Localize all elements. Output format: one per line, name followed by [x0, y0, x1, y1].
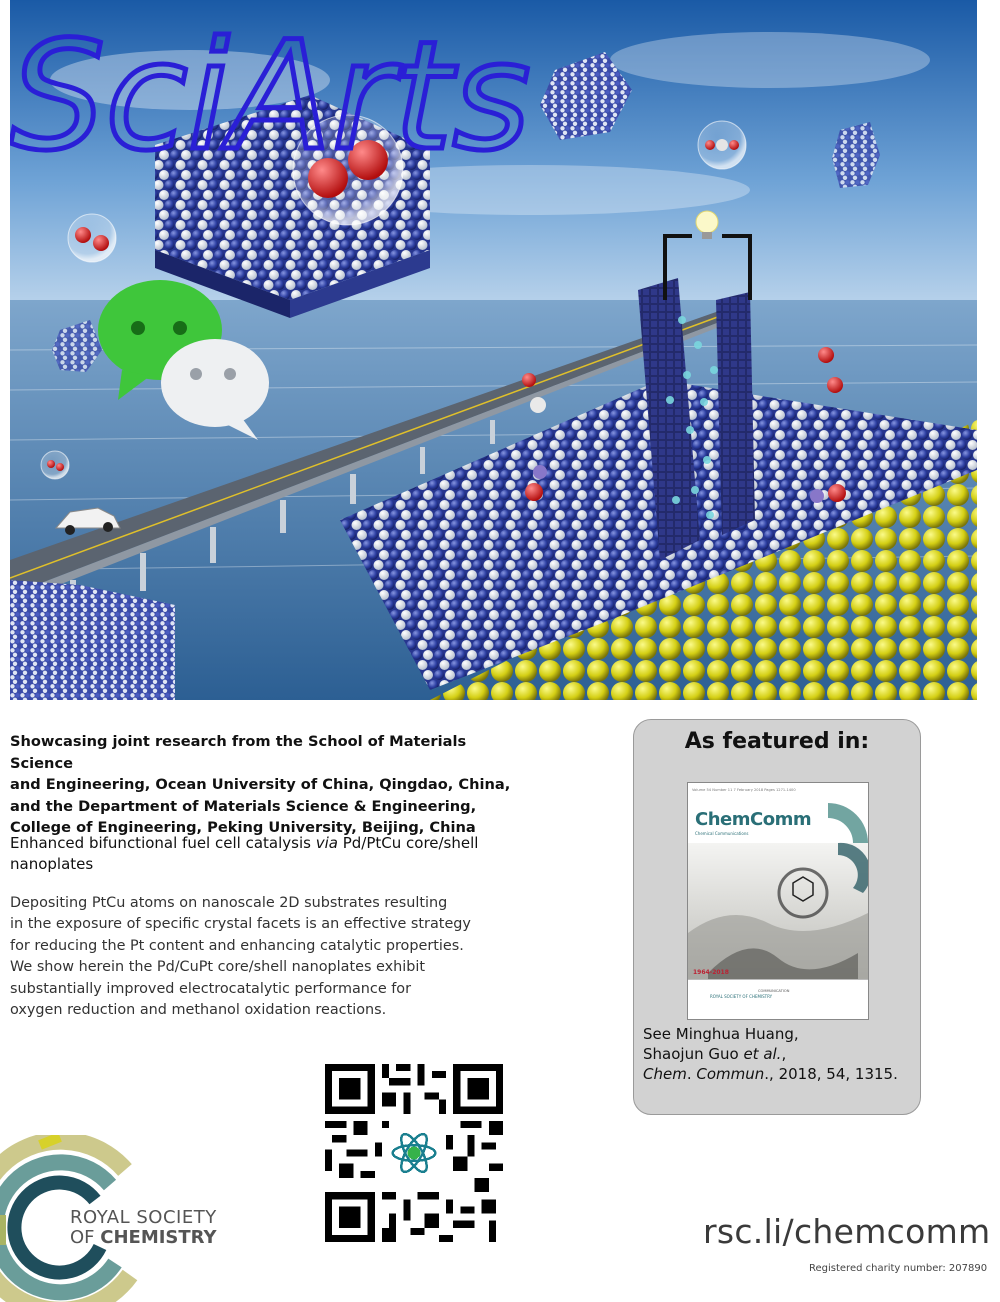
watermark-text: SciArts	[10, 10, 531, 180]
abstract-line: in the exposure of specific crystal facets is an effective strategy	[10, 916, 471, 933]
article-title: Enhanced bifunctional fuel cell catalysis via Pd/PtCu core/shell nanoplates	[10, 834, 479, 873]
abstract-line: for reducing the Pt content and enhancing catalytic properties.	[10, 937, 464, 954]
cover-journal-name: ChemComm	[695, 809, 812, 830]
publisher-name-line2: OF CHEMISTRY	[70, 1227, 217, 1248]
abstract-line: substantially improved electrocatalytic performance for	[10, 980, 412, 997]
featured-box	[633, 719, 921, 1115]
journal-cover[interactable]	[687, 782, 869, 1020]
showcase-line: and the Department of Materials Science & Engineering,	[10, 797, 477, 815]
cover-footer	[688, 979, 868, 1020]
cover-anniversary: 1964-2018	[693, 969, 729, 976]
sciarts-watermark	[10, 0, 610, 180]
citation-block: See Minghua Huang, Shaojun Guo et al., Chem. Commun., 2018, 54, 1315.	[643, 1025, 898, 1083]
cover-publisher: ROYAL SOCIETY OF CHEMISTRY	[710, 994, 773, 999]
cover-volume-line: Volume 54 Number 11 7 February 2018 Pages 1271-1400	[692, 788, 796, 792]
cover-subtitle: Chemical Communications	[695, 831, 749, 836]
showcase-paragraph	[10, 731, 530, 839]
journal-url-link[interactable]: rsc.li/chemcomm	[703, 1212, 991, 1251]
abstract-line: Depositing PtCu atoms on nanoscale 2D substrates resulting	[10, 895, 448, 911]
publisher-name-line1: ROYAL SOCIETY	[70, 1207, 217, 1228]
showcase-line: College of Engineering, Peking University, Beijing, China	[10, 819, 476, 837]
showcase-line: and Engineering, Ocean University of China, Qingdao, China,	[10, 776, 511, 794]
cover-article-type: COMMUNICATION	[758, 989, 790, 993]
featured-heading: As featured in:	[684, 729, 870, 754]
showcase-line: Showcasing joint research from the School of Materials Science	[10, 733, 467, 772]
abstract-paragraph	[10, 893, 530, 1021]
charity-number: Registered charity number: 207890	[809, 1263, 988, 1274]
cover-artwork	[10, 0, 977, 700]
abstract-line: oxygen reduction and methanol oxidation reactions.	[10, 1002, 387, 1019]
abstract-line: We show herein the Pd/CuPt core/shell nanoplates exhibit	[10, 959, 426, 976]
qr-code[interactable]	[325, 1064, 503, 1242]
